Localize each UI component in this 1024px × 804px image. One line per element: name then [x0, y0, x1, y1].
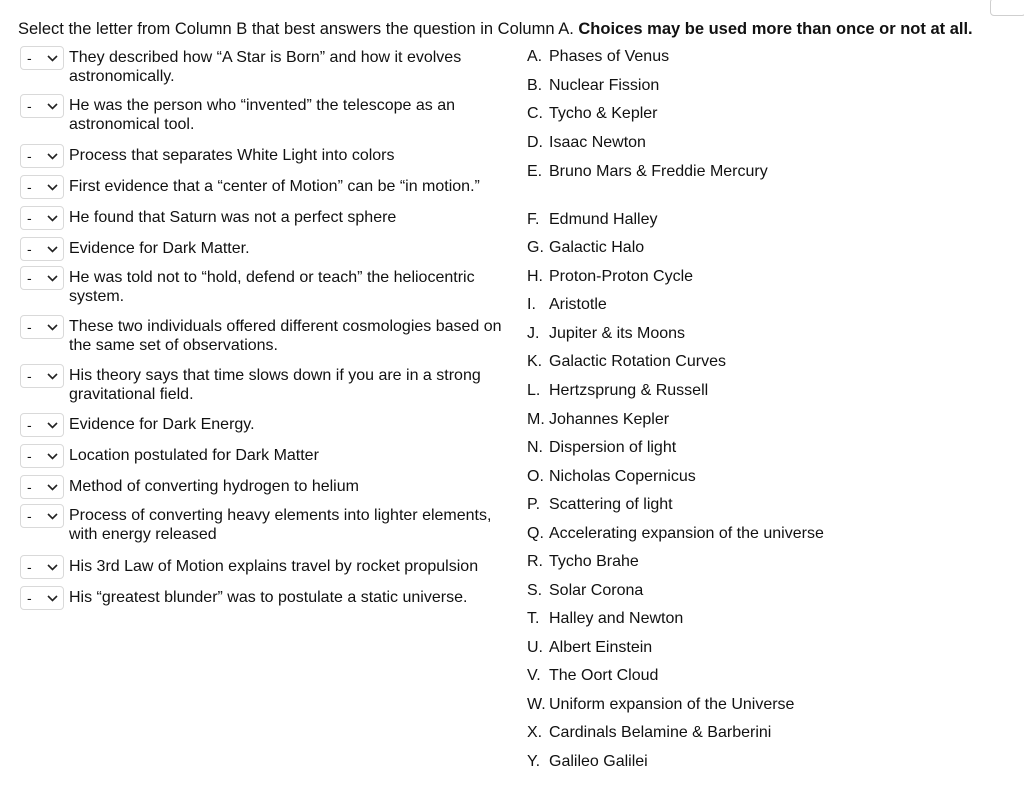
question-row-15 [20, 586, 519, 610]
option-letter: D. [527, 134, 543, 151]
question-text-5: He found that Saturn was not a perfect sphere [69, 209, 397, 226]
option-text: Proton-Proton Cycle [549, 268, 694, 285]
chevron-down-icon [47, 453, 58, 460]
select-value: - [27, 270, 32, 286]
answer-select-13[interactable] [20, 504, 64, 528]
option-g [527, 237, 644, 259]
chevron-down-icon [47, 215, 58, 222]
answer-select-1[interactable] [20, 46, 64, 70]
option-letter: L. [527, 382, 541, 399]
chevron-down-icon [47, 595, 58, 602]
option-j [527, 323, 685, 345]
select-value: - [27, 590, 32, 606]
option-letter: W. [527, 696, 546, 713]
question-row-3 [20, 144, 519, 168]
option-letter: F. [527, 211, 540, 228]
corner-widget[interactable] [990, 0, 1024, 16]
option-letter: N. [527, 439, 543, 456]
question-row-9 [20, 364, 519, 404]
question-row-10 [20, 413, 519, 437]
question-text-14: His 3rd Law of Motion explains travel by rocket propulsion [69, 558, 479, 575]
option-text: Scattering of light [549, 496, 673, 513]
option-letter: G. [527, 239, 544, 256]
option-text: Galactic Halo [549, 239, 645, 256]
select-value: - [27, 448, 32, 464]
select-value: - [27, 148, 32, 164]
option-letter: C. [527, 105, 543, 122]
chevron-down-icon [47, 103, 58, 110]
select-value: - [27, 98, 32, 114]
answer-select-12[interactable] [20, 475, 64, 499]
option-k [527, 351, 726, 373]
question-row-13 [20, 504, 519, 544]
option-i [527, 294, 607, 316]
answer-select-11[interactable] [20, 444, 64, 468]
question-text-4: First evidence that a “center of Motion” can be “in motion.” [69, 178, 480, 195]
answer-select-6[interactable] [20, 237, 64, 261]
option-text: Solar Corona [549, 582, 644, 599]
option-text: Isaac Newton [549, 134, 646, 151]
option-text: Bruno Mars & Freddie Mercury [549, 163, 768, 180]
option-q [527, 523, 824, 545]
option-text: Phases of Venus [549, 48, 670, 65]
select-value: - [27, 417, 32, 433]
option-text: Nicholas Copernicus [549, 468, 696, 485]
option-letter: A. [527, 48, 543, 65]
option-n [527, 437, 676, 459]
answer-select-10[interactable] [20, 413, 64, 437]
option-letter: X. [527, 724, 543, 741]
option-letter: B. [527, 77, 543, 94]
chevron-down-icon [47, 246, 58, 253]
option-letter: J. [527, 325, 540, 342]
option-c [527, 103, 658, 125]
question-text-9: His theory says that time slows down if you are in a strong gravitational field. [69, 367, 481, 403]
select-value: - [27, 179, 32, 195]
question-row-8 [20, 315, 519, 355]
question-text-11: Location postulated for Dark Matter [69, 447, 319, 464]
select-value: - [27, 479, 32, 495]
option-u [527, 637, 652, 659]
chevron-down-icon [47, 422, 58, 429]
question-text-15: His “greatest blunder” was to postulate a static universe. [69, 589, 468, 606]
question-text-1: They described how “A Star is Born” and how it evolves astronomically. [69, 49, 462, 85]
option-h [527, 266, 693, 288]
option-letter: H. [527, 268, 543, 285]
question-row-11 [20, 444, 519, 468]
instructions-lead: Select the letter from Column B that best answers the question in Column A. [18, 20, 574, 38]
chevron-down-icon [47, 564, 58, 571]
option-m [527, 409, 669, 431]
option-b [527, 75, 659, 97]
select-value: - [27, 241, 32, 257]
select-value: - [27, 368, 32, 384]
select-value: - [27, 319, 32, 335]
question-row-12 [20, 475, 519, 499]
option-t [527, 608, 683, 630]
option-letter: O. [527, 468, 544, 485]
question-row-4 [20, 175, 519, 199]
option-letter: T. [527, 610, 540, 627]
option-o [527, 466, 696, 488]
option-text: Accelerating expansion of the universe [549, 525, 824, 542]
option-text: Jupiter & its Moons [549, 325, 686, 342]
chevron-down-icon [47, 484, 58, 491]
question-text-10: Evidence for Dark Energy. [69, 416, 255, 433]
option-text: Halley and Newton [549, 610, 684, 627]
instructions [18, 18, 973, 40]
option-text: Albert Einstein [549, 639, 653, 656]
chevron-down-icon [47, 275, 58, 282]
option-text: Cardinals Belamine & Barberini [549, 724, 772, 741]
question-row-6 [20, 237, 519, 261]
option-text: Aristotle [549, 296, 607, 313]
answer-select-15[interactable] [20, 586, 64, 610]
option-s [527, 580, 643, 602]
option-text: Galactic Rotation Curves [549, 353, 726, 370]
question-text-3: Process that separates White Light into colors [69, 147, 395, 164]
option-letter: K. [527, 353, 543, 370]
answer-select-9[interactable] [20, 364, 64, 388]
option-text: Edmund Halley [549, 211, 658, 228]
select-value: - [27, 508, 32, 524]
question-text-2: He was the person who “invented” the telescope as an astronomical tool. [69, 97, 456, 133]
option-letter: Q. [527, 525, 544, 542]
question-row-5 [20, 206, 519, 230]
option-d [527, 132, 646, 154]
answer-select-14[interactable] [20, 555, 64, 579]
chevron-down-icon [47, 324, 58, 331]
option-a [527, 46, 669, 68]
answer-select-5[interactable] [20, 206, 64, 230]
option-v [527, 665, 658, 687]
option-l [527, 380, 708, 402]
chevron-down-icon [47, 153, 58, 160]
instructions-bold: Choices may be used more than once or not at all. [578, 20, 973, 38]
option-letter: U. [527, 639, 543, 656]
option-text: Tycho Brahe [549, 553, 639, 570]
option-text: Uniform expansion of the Universe [549, 696, 795, 713]
question-text-13: Process of converting heavy elements into lighter elements, with energy released [69, 507, 492, 543]
option-letter: P. [527, 496, 541, 513]
option-x [527, 722, 771, 744]
option-letter: M. [527, 411, 545, 428]
option-text: The Oort Cloud [549, 667, 659, 684]
select-value: - [27, 50, 32, 66]
question-row-7 [20, 266, 519, 306]
option-letter: V. [527, 667, 541, 684]
question-text-7: He was told not to “hold, defend or teach” the heliocentric system. [69, 269, 475, 305]
chevron-down-icon [47, 513, 58, 520]
option-text: Dispersion of light [549, 439, 677, 456]
answer-select-3[interactable] [20, 144, 64, 168]
option-w [527, 694, 794, 716]
option-letter: S. [527, 582, 543, 599]
option-text: Galileo Galilei [549, 753, 648, 770]
option-f [527, 209, 658, 231]
option-letter: Y. [527, 753, 541, 770]
select-value: - [27, 559, 32, 575]
chevron-down-icon [47, 55, 58, 62]
option-letter: R. [527, 553, 543, 570]
question-row-1 [20, 46, 519, 86]
answer-select-4[interactable] [20, 175, 64, 199]
option-y [527, 751, 648, 773]
option-r [527, 551, 639, 573]
answer-select-2[interactable] [20, 94, 64, 118]
option-text: Johannes Kepler [549, 411, 670, 428]
question-row-14 [20, 555, 519, 579]
chevron-down-icon [47, 184, 58, 191]
answer-select-8[interactable] [20, 315, 64, 339]
option-text: Nuclear Fission [549, 77, 660, 94]
answer-select-7[interactable] [20, 266, 64, 290]
option-text: Hertzsprung & Russell [549, 382, 709, 399]
question-text-8: These two individuals offered different cosmologies based on the same set of observations. [69, 318, 502, 354]
question-row-2 [20, 94, 519, 134]
option-p [527, 494, 673, 516]
option-letter: I. [527, 296, 536, 313]
select-value: - [27, 210, 32, 226]
option-letter: E. [527, 163, 543, 180]
question-text-6: Evidence for Dark Matter. [69, 240, 250, 257]
question-text-12: Method of converting hydrogen to helium [69, 478, 359, 495]
option-text: Tycho & Kepler [549, 105, 658, 122]
chevron-down-icon [47, 373, 58, 380]
option-e [527, 161, 768, 183]
